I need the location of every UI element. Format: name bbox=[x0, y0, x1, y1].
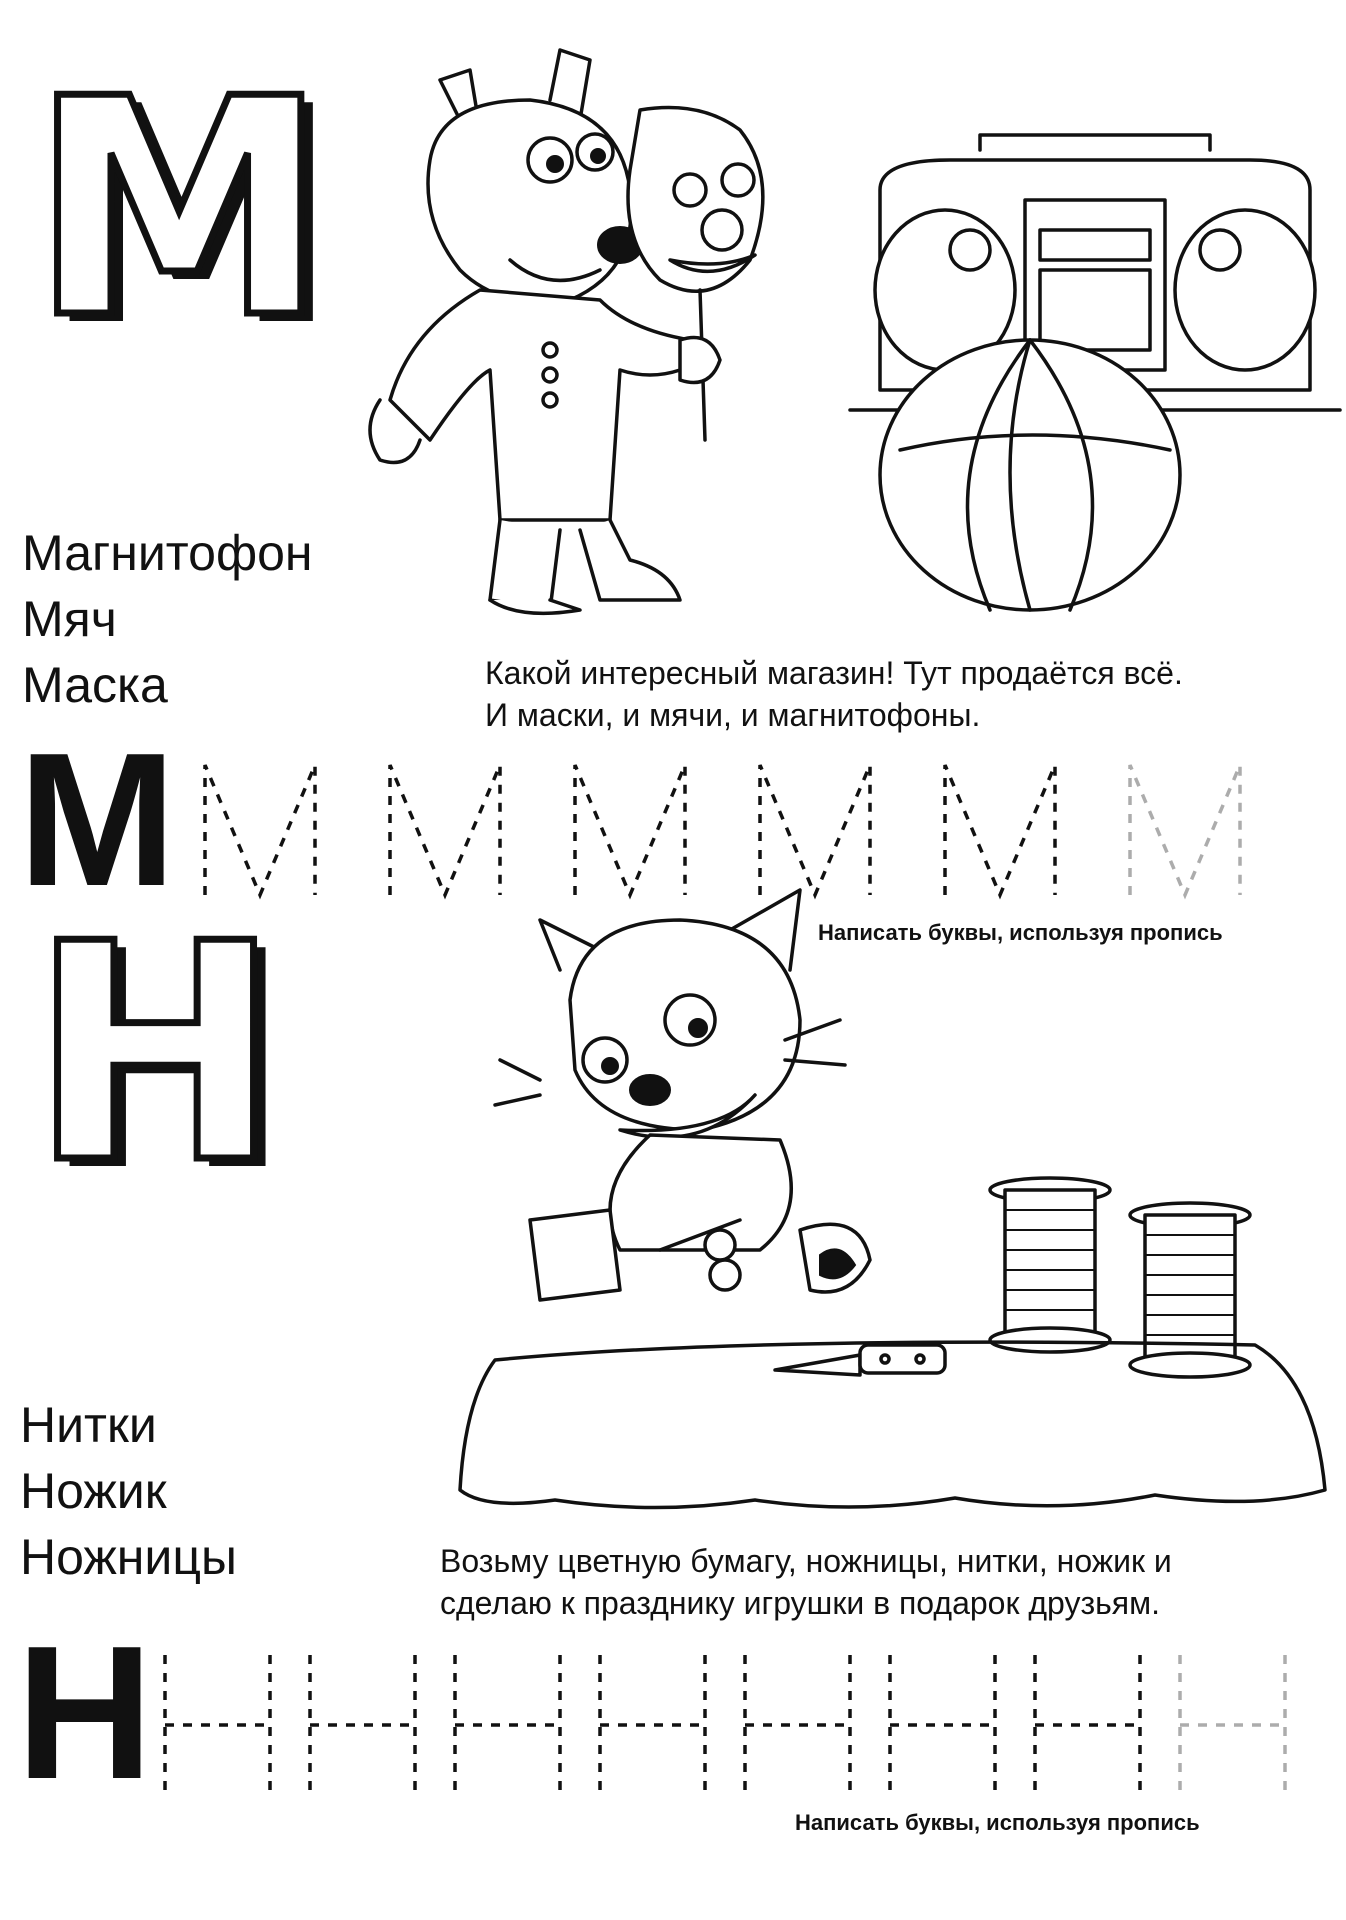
dog-with-mask-illustration bbox=[350, 40, 810, 640]
solid-letter-n: Н bbox=[16, 1607, 154, 1819]
sentence-n bbox=[440, 1540, 1172, 1624]
ball-illustration bbox=[870, 330, 1190, 620]
cat-with-scissors-illustration bbox=[500, 890, 1020, 1340]
word-item: Нитки bbox=[20, 1397, 157, 1453]
word-item: Ножницы bbox=[20, 1529, 237, 1585]
sentence-line: Какой интересный магазин! Тут продаётся всё. bbox=[485, 655, 1183, 691]
sentence-line: сделаю к празднику игрушки в подарок друзьям. bbox=[440, 1585, 1161, 1621]
sentence-line: Возьму цветную бумагу, ножницы, нитки, ножик и bbox=[440, 1543, 1172, 1579]
word-item: Ножик bbox=[20, 1463, 167, 1519]
word-item: Мяч bbox=[22, 591, 117, 647]
big-letter-n: Н bbox=[30, 880, 282, 1229]
trace-letters-n[interactable] bbox=[160, 1650, 1320, 1800]
table-illustration bbox=[455, 1320, 1330, 1520]
instruction-m: Написать буквы, используя пропись bbox=[818, 920, 1223, 945]
word-list-n bbox=[20, 1392, 237, 1590]
word-list-m bbox=[22, 520, 313, 718]
instruction-n: Написать буквы, используя пропись bbox=[795, 1810, 1200, 1835]
word-item: Маска bbox=[22, 657, 168, 713]
sentence-m bbox=[485, 652, 1183, 736]
sentence-line: И маски, и мячи, и магнитофоны. bbox=[485, 697, 981, 733]
big-letter-m: М bbox=[30, 35, 329, 384]
trace-letters-m[interactable] bbox=[200, 760, 1330, 900]
solid-letter-m: М bbox=[18, 714, 177, 926]
word-item: Магнитофон bbox=[22, 525, 313, 581]
